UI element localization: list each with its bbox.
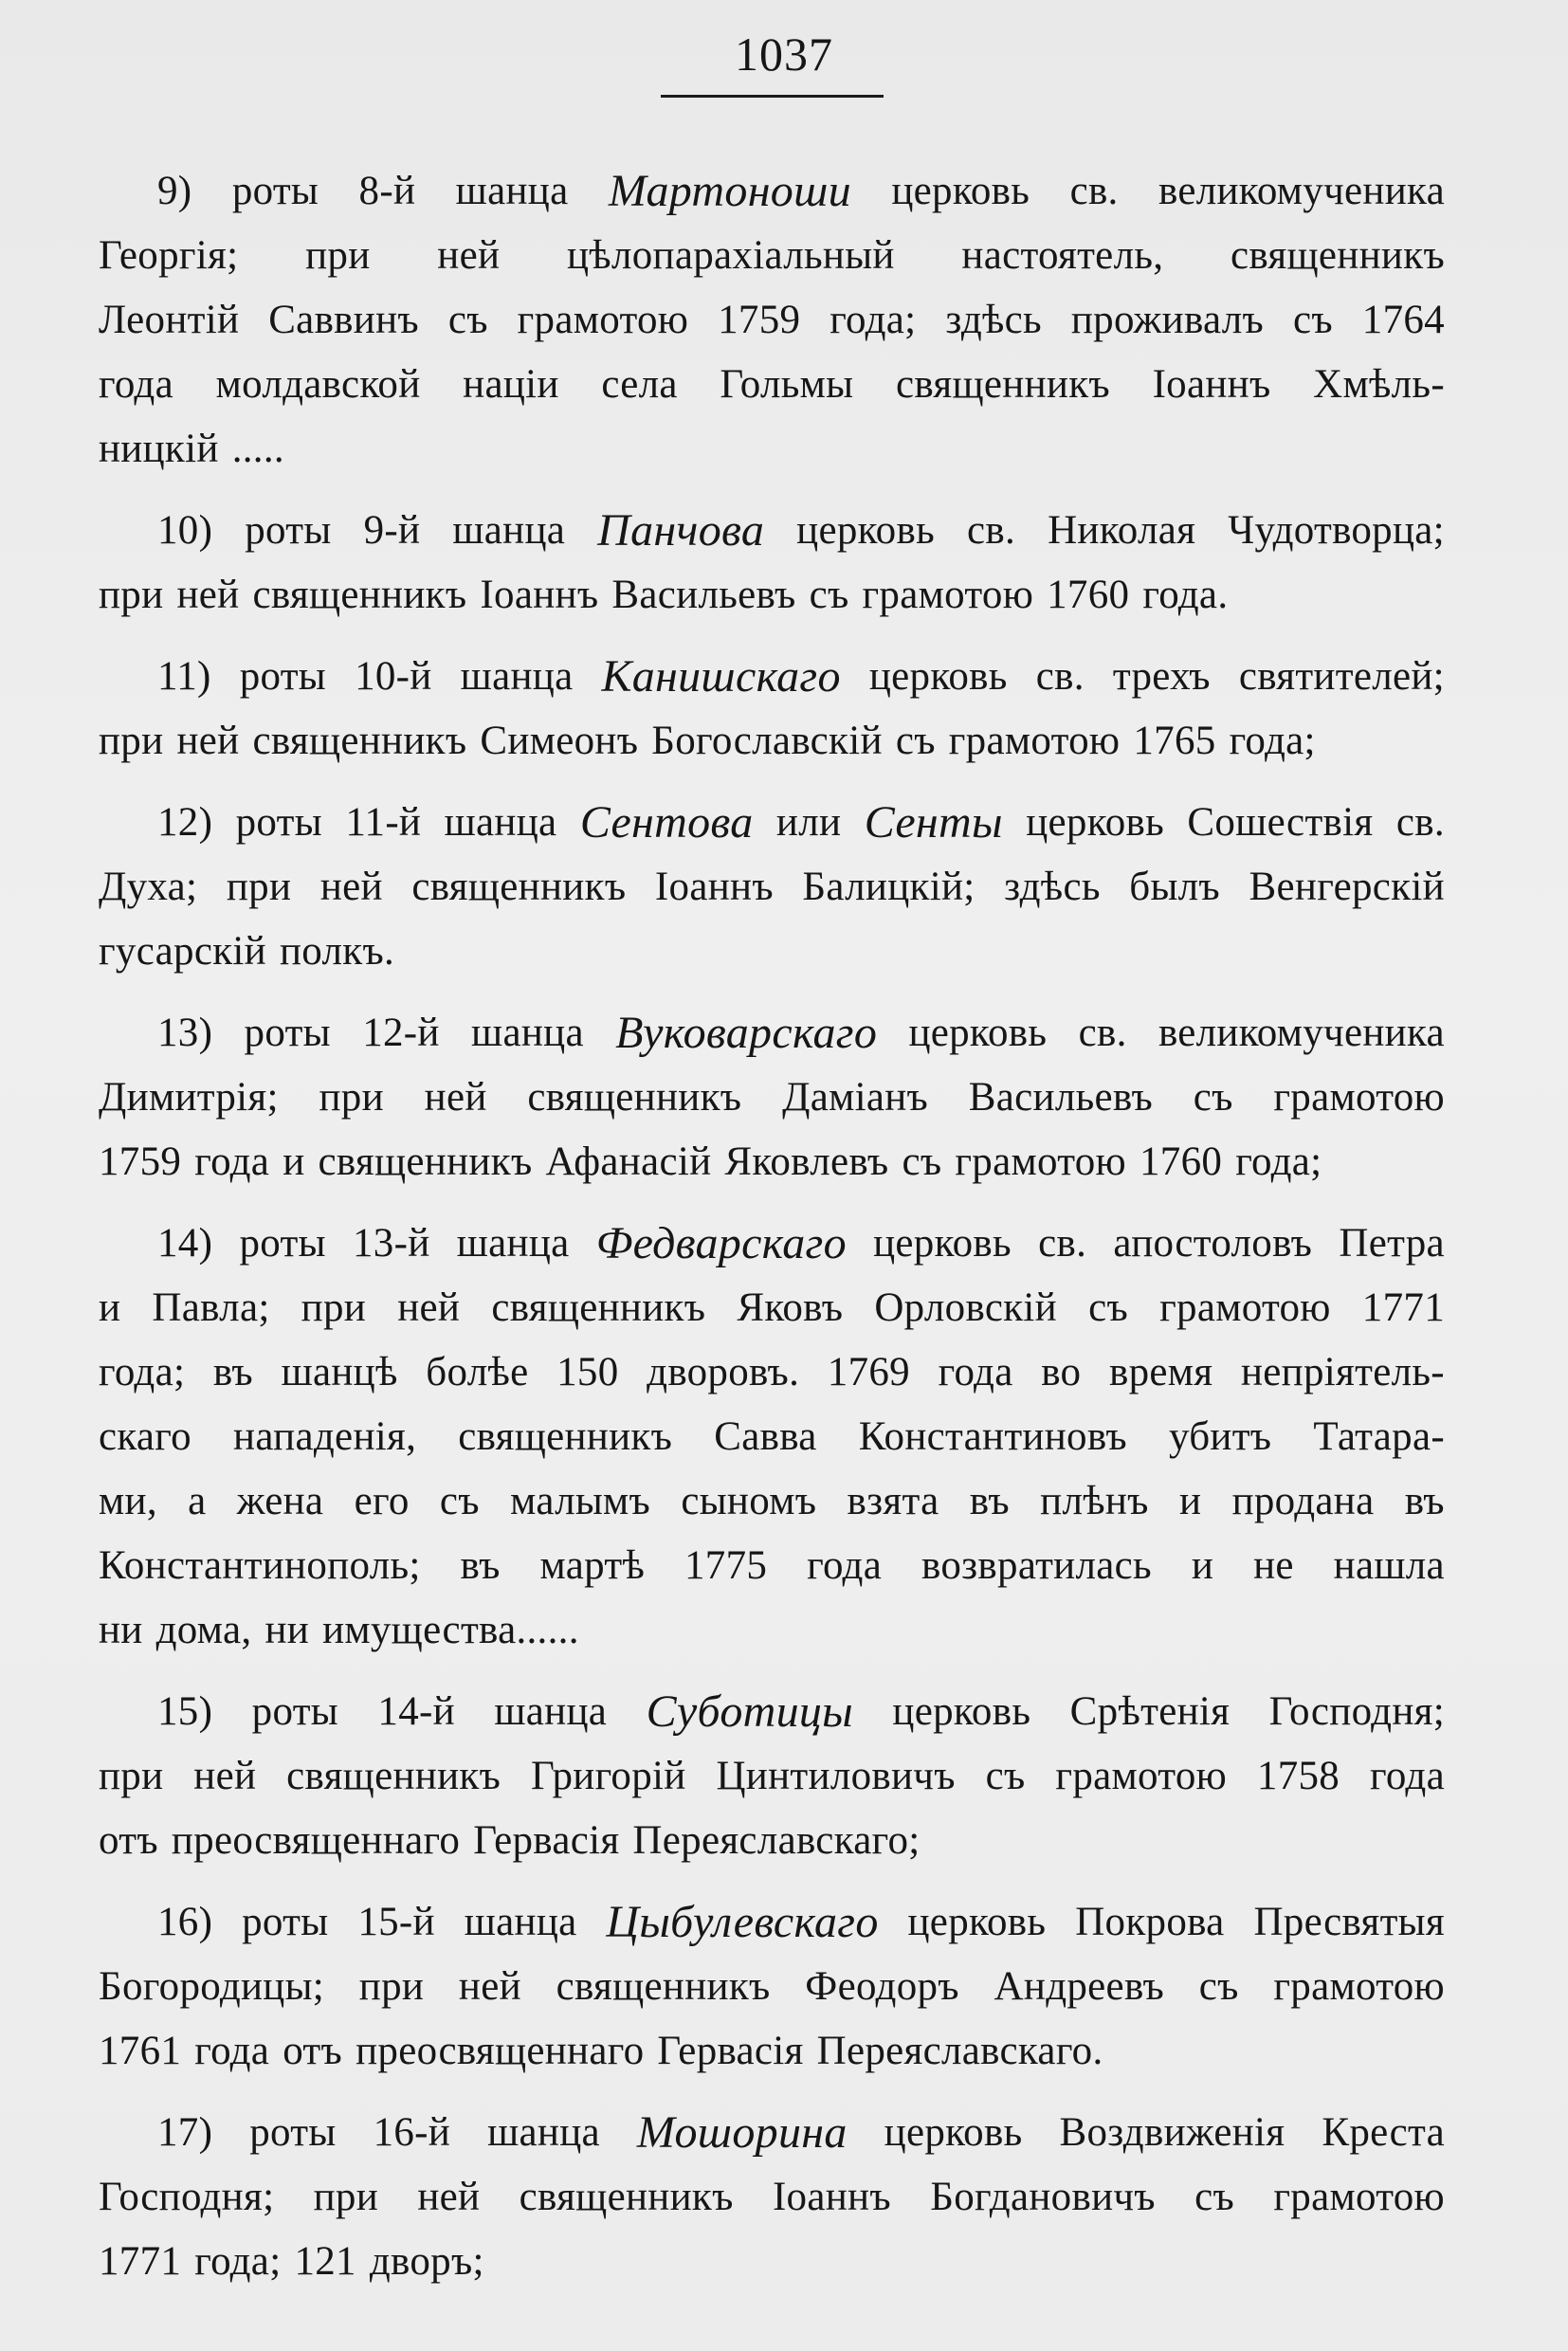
word: отъ [99,1818,158,1863]
word: года; [1229,719,1316,763]
text-line [99,2019,1445,2084]
entry-14 [99,1212,1445,1663]
word: роты [251,1689,338,1734]
word: роты [231,169,319,213]
word: 150 [556,1350,619,1394]
word: роты [239,1221,326,1266]
word: роты [245,508,332,553]
word: Гервасія [473,1818,620,1863]
word: жена [236,1479,324,1523]
word: Богородицы; [99,1964,325,2009]
word: при [99,1754,164,1798]
word: 1758 [1256,1754,1340,1798]
word: шанцѣ [281,1350,398,1394]
word: 11-й [345,800,422,845]
word: ней [437,233,501,278]
word: малымъ [510,1479,651,1523]
word: 8-й [358,169,416,213]
word: ницкій [99,427,219,471]
entry-9 [99,159,1445,482]
word: грамотою [862,573,1034,617]
text-line [99,2101,1445,2165]
text-line [99,1680,1445,1744]
word: церковь [873,1221,1012,1266]
word: грамотою [1055,1754,1228,1798]
page-number-underline [661,95,884,98]
entry-number: 16) [157,1900,213,1944]
word: Васильевъ [611,573,796,617]
word: Васильевъ [968,1075,1153,1120]
word: шанца [444,800,557,845]
entry-number: 12) [157,800,213,845]
text-line [99,1534,1445,1598]
text-line [99,353,1445,417]
text-line [99,159,1445,224]
place-name: Вуковарскаго [615,1008,878,1058]
word: Чудотворца; [1228,508,1445,553]
word: гусарскій [99,929,266,974]
word: отъ [283,2029,343,2073]
word: плѣнъ [1040,1479,1149,1523]
place-name: Цыбулевскаго [606,1897,879,1947]
text-line [99,2230,1445,2294]
word: Сошествія [1187,800,1374,845]
word: а [188,1479,207,1523]
word: 1764 [1361,298,1445,342]
text-line [99,288,1445,353]
word: года [194,1139,270,1184]
place-name: Федварскаго [595,1218,847,1268]
word: съ [1193,1075,1233,1120]
word: съ [447,298,488,342]
word: церковь [908,1011,1048,1055]
place-name: Сенты [864,797,1003,847]
word: 1759 [99,1139,182,1184]
entry-number: 15) [157,1689,213,1734]
word: 1761 [99,2029,182,2073]
word: грамотою [1159,1285,1331,1330]
word: 1775 [684,1543,768,1588]
word: священникъ [458,1414,673,1459]
word: время [1108,1350,1213,1394]
entry-number: 13) [157,1011,213,1055]
word: дома, [155,1608,252,1652]
word: при [99,719,164,763]
word: шанца [471,1011,584,1055]
word: грамотою [948,719,1121,763]
entry-16 [99,1890,1445,2084]
word: Леонтій [99,298,240,342]
word: Покрова [1075,1900,1225,1944]
word: Гервасія [657,2029,804,2073]
entry-13 [99,1001,1445,1194]
entry-10 [99,499,1445,628]
text-line [99,499,1445,563]
word: года [1369,1754,1445,1798]
text-line [99,920,1445,984]
word: имущества...... [322,1608,579,1652]
text-line [99,224,1445,288]
word: церковь [892,1689,1031,1734]
word: грамотою [1273,2175,1445,2219]
text-line [99,791,1445,855]
word: роты [242,1900,329,1944]
word: св. [1078,1011,1127,1055]
word: Цинтиловичъ [716,1754,956,1798]
text-line [99,2165,1445,2230]
word: церковь [907,1900,1047,1944]
word: ми, [99,1479,157,1523]
word: ни [264,1608,310,1652]
word: съ [809,573,849,617]
place-name: Сентова [579,797,754,847]
word: св. [1069,169,1119,213]
word: Богославскій [651,719,883,763]
word: года; [99,1350,186,1394]
text-line [99,855,1445,920]
word: ..... [231,427,284,471]
word: села [601,362,678,407]
word: дворовъ. [647,1350,800,1394]
word: съ [439,1479,480,1523]
word: или [775,800,842,845]
word: священникъ [411,865,627,909]
word: Господня; [1268,1689,1445,1734]
word: Даміанъ [782,1075,929,1120]
word: и [1178,1479,1202,1523]
word: непріятель- [1240,1350,1445,1394]
word: 1759 [718,298,801,342]
word: при [99,573,164,617]
word: роты [244,1011,331,1055]
word: болѣе [426,1350,529,1394]
word: шанца [487,2110,600,2155]
word: Константинополь; [99,1543,421,1588]
word: шанца [456,1221,570,1266]
word: ней [193,1754,257,1798]
word: ней [417,2175,481,2219]
word: съ [1088,1285,1128,1330]
text-line [99,1809,1445,1873]
word: грамотою [955,1139,1126,1184]
word: ней [319,865,383,909]
word: и [283,1139,305,1184]
word: Переяславскаго. [816,2029,1103,2073]
word: Воздвиженія [1059,2110,1285,2155]
word: Іоаннъ [1152,362,1271,407]
word: ней [424,1075,487,1120]
word: Срѣтенія [1069,1689,1231,1734]
text-line [99,563,1445,628]
word: Венгерскій [1249,865,1445,909]
word: ней [397,1285,461,1330]
word: 13-й [353,1221,430,1266]
word: 10-й [355,654,432,699]
word: съ [1198,1964,1239,2009]
word: 16-й [373,2110,451,2155]
word: мартѣ [539,1543,646,1588]
word: убитъ [1168,1414,1272,1459]
word: молдавской [215,362,421,407]
word: при [358,1964,425,2009]
word: шанца [464,1900,577,1944]
word: Переяславскаго; [632,1818,921,1863]
word: съ [1292,298,1333,342]
word: проживалъ [1070,298,1265,342]
word: сыномъ [681,1479,817,1523]
word: грамотою [1273,1075,1445,1120]
word: при [226,865,292,909]
text-line [99,1001,1445,1066]
word: св. [1035,654,1085,699]
word: 9-й [363,508,421,553]
word: цѣлопарахіальный [567,233,895,278]
word: года [938,1350,1013,1394]
word: Іоаннъ [772,2175,891,2219]
word: грамотою [1273,1964,1445,2009]
entry-12 [99,791,1445,984]
word: года; [194,2239,282,2284]
word: Богдановичъ [930,2175,1156,2219]
word: въ [212,1350,253,1394]
word: св. [1395,800,1445,845]
word: великомученика [1158,169,1445,213]
text-line [99,417,1445,482]
text-line [99,1890,1445,1955]
word: Николая [1048,508,1196,553]
word: Григорій [531,1754,686,1798]
word: 1765 [1133,719,1216,763]
word: здѣсь [1004,865,1101,909]
word: святителей; [1238,654,1445,699]
word: Димитрія; [99,1075,279,1120]
word: Татара- [1313,1414,1445,1459]
word: церковь [884,2110,1023,2155]
word: нападенія, [233,1414,417,1459]
word: 12-й [362,1011,440,1055]
text-line [99,645,1445,709]
word: націи [463,362,559,407]
word: шанца [455,169,569,213]
word: 14-й [377,1689,455,1734]
word: Андреевъ [994,1964,1165,2009]
word: священникъ [556,1964,771,2009]
text-line [99,1130,1445,1194]
word: церковь [868,654,1008,699]
word: года [194,2029,270,2073]
place-name: Мартоноши [608,166,851,216]
word: преосвященнаго [171,1818,461,1863]
page-number: 1037 [735,27,833,81]
word: года; [1235,1139,1322,1184]
word: церковь [1026,800,1165,845]
word: его [354,1479,410,1523]
text-line [99,1066,1445,1130]
word: великомученика [1158,1011,1445,1055]
word: года [99,362,173,407]
word: дворъ; [369,2239,484,2284]
place-name: Суботицы [646,1686,853,1737]
word: Яковлевъ [724,1139,889,1184]
text-line [99,1276,1445,1340]
word: Креста [1322,2110,1445,2155]
word: ни [99,1608,143,1652]
word: шанца [452,508,566,553]
entry-number: 17) [157,2110,213,2155]
word: 121 [294,2239,356,2284]
word: Симеонъ [480,719,639,763]
word: съ [1194,2175,1235,2219]
word: не [1253,1543,1294,1588]
entry-17 [99,2101,1445,2294]
word: церковь [796,508,935,553]
word: Орловскій [874,1285,1057,1330]
entry-11 [99,645,1445,774]
word: 1771 [1361,1285,1445,1330]
word: Іоаннъ [654,865,774,909]
word: года [807,1543,883,1588]
entry-number: 9) [157,169,192,213]
word: въ [969,1479,1010,1523]
word: роты [249,2110,337,2155]
text-line [99,1469,1445,1534]
place-name: Панчова [597,505,765,556]
word: св. [1038,1221,1087,1266]
word: преосвященнаго [356,2029,645,2073]
word: роты [239,654,327,699]
word: года; [830,298,917,342]
word: 1771 [99,2239,182,2284]
word: трехъ [1112,654,1211,699]
word: и [1191,1543,1214,1588]
word: здѣсь [945,298,1042,342]
text-line [99,1955,1445,2019]
word: года. [1142,573,1229,617]
word: съ [985,1754,1026,1798]
word: священникъ [519,2175,734,2219]
word: съ [895,719,936,763]
word: 1760 [1047,573,1130,617]
word: Господня; [99,2175,275,2219]
word: 15-й [357,1900,435,1944]
entry-number: 11) [157,654,211,699]
word: продана [1231,1479,1375,1523]
word: св. [967,508,1016,553]
word: священникъ [252,719,467,763]
word: церковь [891,169,1030,213]
word: Хмѣль- [1313,362,1445,407]
word: Афанасій [545,1139,712,1184]
text-line [99,1340,1445,1405]
word: полкъ. [279,929,395,974]
word: съ [902,1139,942,1184]
word: Феодоръ [805,1964,959,2009]
word: Петра [1339,1221,1445,1266]
place-name: Канишскаго [601,651,841,702]
text-line [99,1405,1445,1469]
entry-number: 10) [157,508,213,553]
word: священникъ [527,1075,742,1120]
word: Георгія; [99,233,239,278]
text-line [99,1598,1445,1663]
word: и [99,1285,121,1330]
word: Балицкій; [802,865,975,909]
word: въ [460,1543,501,1588]
word: Павла; [152,1285,270,1330]
word: скаго [99,1414,191,1459]
entry-15 [99,1680,1445,1873]
entry-number: 14) [157,1221,213,1266]
word: священникъ [1231,233,1445,278]
word: во [1041,1350,1082,1394]
word: возвратилась [921,1543,1152,1588]
word: былъ [1129,865,1220,909]
word: Яковъ [737,1285,844,1330]
word: Духа; [99,865,198,909]
word: священникъ [286,1754,501,1798]
word: ней [176,719,240,763]
word: при [305,233,371,278]
word: ней [458,1964,521,2009]
word: при [301,1285,367,1330]
word: апостоловъ [1113,1221,1313,1266]
word: Саввинъ [268,298,419,342]
word: священникъ [318,1139,533,1184]
word: священникъ [491,1285,706,1330]
word: при [313,2175,379,2219]
word: шанца [460,654,574,699]
word: 1760 [1139,1139,1223,1184]
word: настоятель, [961,233,1164,278]
word: въ [1404,1479,1445,1523]
word: Пресвятыя [1253,1900,1445,1944]
text-line [99,1744,1445,1809]
word: роты [235,800,322,845]
page-body-text [99,159,1445,2311]
word: Константиновъ [858,1414,1127,1459]
text-line [99,1212,1445,1276]
word: грамотою [517,298,689,342]
word: при [319,1075,384,1120]
word: шанца [494,1689,608,1734]
text-line [99,709,1445,774]
word: 1769 [827,1350,910,1394]
word: ней [176,573,240,617]
word: священникъ [895,362,1110,407]
word: нашла [1333,1543,1445,1588]
word: Гольмы [720,362,854,407]
place-name: Мошорина [636,2107,848,2158]
word: Іоаннъ [480,573,599,617]
word: взята [847,1479,939,1523]
word: священникъ [252,573,467,617]
word: Савва [714,1414,817,1459]
